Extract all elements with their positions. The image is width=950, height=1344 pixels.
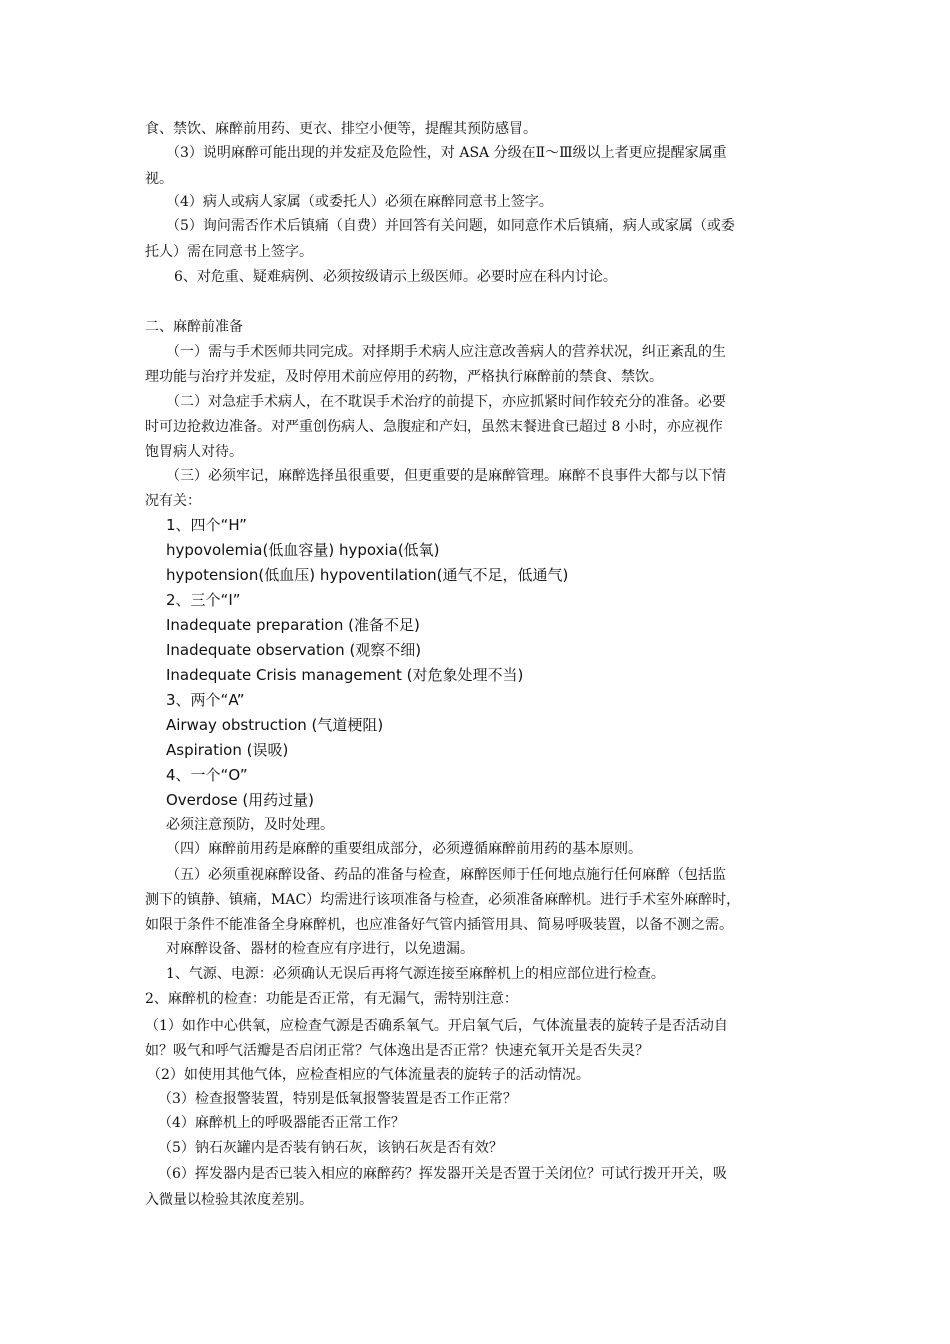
text-line: （一）需与手术医师共同完成。对择期手术病人应注意改善病人的营养状况，纠正紊乱的生: [166, 344, 726, 360]
list-line: Aspiration (误吸): [166, 741, 289, 759]
text-line: （1）如作中心供氧，应检查气源是否确系氧气。开启氧气后，气体流量表的旋转子是否活动自: [145, 1018, 728, 1034]
text-line: 托人）需在同意书上签字。: [145, 244, 313, 260]
list-line: Overdose (用药过量): [166, 791, 315, 809]
list-line: 3、两个“A”: [166, 691, 245, 709]
text-line: 如限于条件不能准备全身麻醉机，也应准备好气管内插管用具、简易呼吸装置，以备不测之需。: [145, 917, 733, 933]
text-line: （四）麻醉前用药是麻醉的重要组成部分，必须遵循麻醉前用药的基本原则。: [166, 841, 642, 857]
text-line: （二）对急症手术病人，在不耽误手术治疗的前提下，亦应抓紧时间作较充分的准备。必要: [166, 394, 726, 410]
list-line: 1、四个“H”: [166, 516, 247, 534]
text-line: （4）病人或病人家属（或委托人）必须在麻醉同意书上签字。: [166, 194, 553, 210]
text-line: 如？吸气和呼气活瓣是否启闭正常？气体逸出是否正常？快速充氧开关是否失灵？: [145, 1043, 649, 1059]
text-line: 况有关：: [145, 493, 201, 509]
text-line: 测下的镇静、镇痛，MAC）均需进行该项准备与检查，必须准备麻醉机。进行手术室外麻醉时，: [145, 892, 741, 908]
text-line: 2、麻醉机的检查：功能是否正常，有无漏气，需特别注意：: [145, 991, 518, 1007]
text-line: 视。: [145, 171, 173, 187]
text-line: （3）检查报警装置，特别是低氧报警装置是否工作正常？: [158, 1091, 517, 1107]
list-line: Inadequate Crisis management (对危象处理不当): [166, 666, 524, 684]
text-line: （三）必须牢记，麻醉选择虽很重要，但更重要的是麻醉管理。麻醉不良事件大都与以下情: [166, 468, 726, 484]
text-line: （4）麻醉机上的呼吸器能否正常工作？: [158, 1115, 405, 1131]
list-line: 2、三个“I”: [166, 591, 241, 609]
section-heading: 二、麻醉前准备: [145, 319, 243, 335]
text-line: （5）钠石灰罐内是否装有钠石灰，该钠石灰是否有效？: [158, 1140, 503, 1156]
text-line: （2）如使用其他气体，应检查相应的气体流量表的旋转子的活动情况。: [147, 1067, 590, 1083]
list-line: Airway obstruction (气道梗阻): [166, 716, 384, 734]
list-line: Inadequate preparation (准备不足): [166, 616, 420, 634]
text-line: 6、对危重、疑难病例、必须按级请示上级医师。必要时应在科内讨论。: [174, 269, 617, 285]
text-line: 食、禁饮、麻醉前用药、更衣、排空小便等，提醒其预防感冒。: [145, 121, 537, 137]
list-line: hypovolemia(低血容量) hypoxia(低氧): [166, 541, 440, 559]
text-line: 饱胃病人对待。: [145, 444, 243, 460]
list-line: 4、一个“O”: [166, 766, 248, 784]
text-line: 对麻醉设备、器材的检查应有序进行，以免遗漏。: [166, 941, 474, 957]
list-line: Inadequate observation (观察不细): [166, 641, 422, 659]
text-line: （五）必须重视麻醉设备、药品的准备与检查，麻醉医师于任何地点施行任何麻醉（包括监: [166, 867, 726, 883]
text-line: （5）询问需否作术后镇痛（自费）并回答有关问题，如同意作术后镇痛，病人或家属（或委: [166, 218, 735, 234]
text-line: 时可边抢救边准备。对严重创伤病人、急腹症和产妇，虽然末餐进食已超过 8 小时，亦应视作: [145, 419, 723, 435]
text-line: 理功能与治疗并发症，及时停用术前应停用的药物，严格执行麻醉前的禁食、禁饮。: [145, 369, 663, 385]
text-line: 入微量以检验其浓度差别。: [145, 1192, 313, 1208]
text-line: 1、气源、电源：必须确认无误后再将气源连接至麻醉机上的相应部位进行检查。: [166, 966, 665, 982]
list-line: hypotension(低血压) hypoventilation(通气不足，低通气): [166, 566, 569, 584]
text-line: （3）说明麻醉可能出现的并发症及危险性，对 ASA 分级在Ⅱ～Ⅲ级以上者更应提醒家属重: [166, 145, 727, 161]
list-line: 必须注意预防，及时处理。: [166, 817, 334, 833]
text-line: （6）挥发器内是否已装入相应的麻醉药？挥发器开关是否置于关闭位？可试行拨开开关，吸: [158, 1166, 727, 1182]
